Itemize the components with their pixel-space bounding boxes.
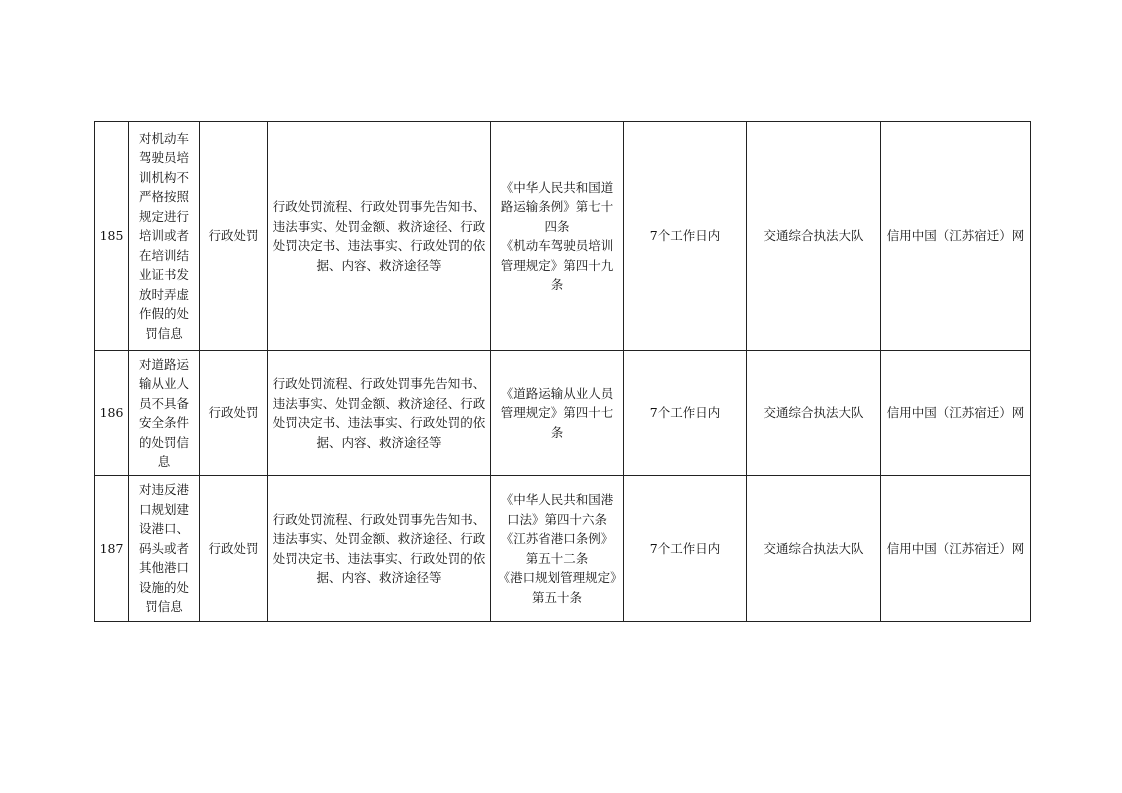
responsible-department: 交通综合执法大队: [747, 351, 881, 476]
item-category: 行政处罚: [200, 122, 268, 351]
disclosure-content: 行政处罚流程、行政处罚事先告知书、违法事实、处罚金额、救济途径、行政处罚决定书、违法事实、行政处罚的依据、内容、救济途径等: [268, 122, 491, 351]
table-row: [95, 476, 1031, 622]
disclosure-item: 对机动车驾驶员培训机构不严格按照规定进行培训或者在培训结业证书发放时弄虚作假的处罚信息: [129, 122, 200, 351]
row-number: 185: [95, 122, 129, 351]
disclosure-channel: 信用中国（江苏宿迁）网: [881, 122, 1031, 351]
disclosure-content: 行政处罚流程、行政处罚事先告知书、违法事实、处罚金额、救济途径、行政处罚决定书、违法事实、行政处罚的依据、内容、救济途径等: [268, 351, 491, 476]
legal-basis: 《道路运输从业人员管理规定》第四十七条: [491, 351, 624, 476]
disclosure-content: 行政处罚流程、行政处罚事先告知书、违法事实、处罚金额、救济途径、行政处罚决定书、违法事实、行政处罚的依据、内容、救济途径等: [268, 476, 491, 622]
disclosure-item: 对道路运输从业人员不具备安全条件的处罚信息: [129, 351, 200, 476]
disclosure-channel: 信用中国（江苏宿迁）网: [881, 351, 1031, 476]
legal-basis: 《中华人民共和国道路运输条例》第七十四条 《机动车驾驶员培训管理规定》第四十九条: [491, 122, 624, 351]
row-number: 187: [95, 476, 129, 622]
table-row: [95, 122, 1031, 351]
legal-basis: 《中华人民共和国港口法》第四十六条 《江苏省港口条例》第五十二条 《港口规划管理规定》第五十条: [491, 476, 624, 622]
disclosure-deadline: 7个工作日内: [624, 476, 747, 622]
disclosure-deadline: 7个工作日内: [624, 351, 747, 476]
responsible-department: 交通综合执法大队: [747, 122, 881, 351]
row-number: 186: [95, 351, 129, 476]
item-category: 行政处罚: [200, 351, 268, 476]
disclosure-table: [94, 121, 1031, 622]
table-row: [95, 351, 1031, 476]
disclosure-deadline: 7个工作日内: [624, 122, 747, 351]
disclosure-item: 对违反港口规划建设港口、码头或者其他港口设施的处罚信息: [129, 476, 200, 622]
item-category: 行政处罚: [200, 476, 268, 622]
disclosure-channel: 信用中国（江苏宿迁）网: [881, 476, 1031, 622]
responsible-department: 交通综合执法大队: [747, 476, 881, 622]
